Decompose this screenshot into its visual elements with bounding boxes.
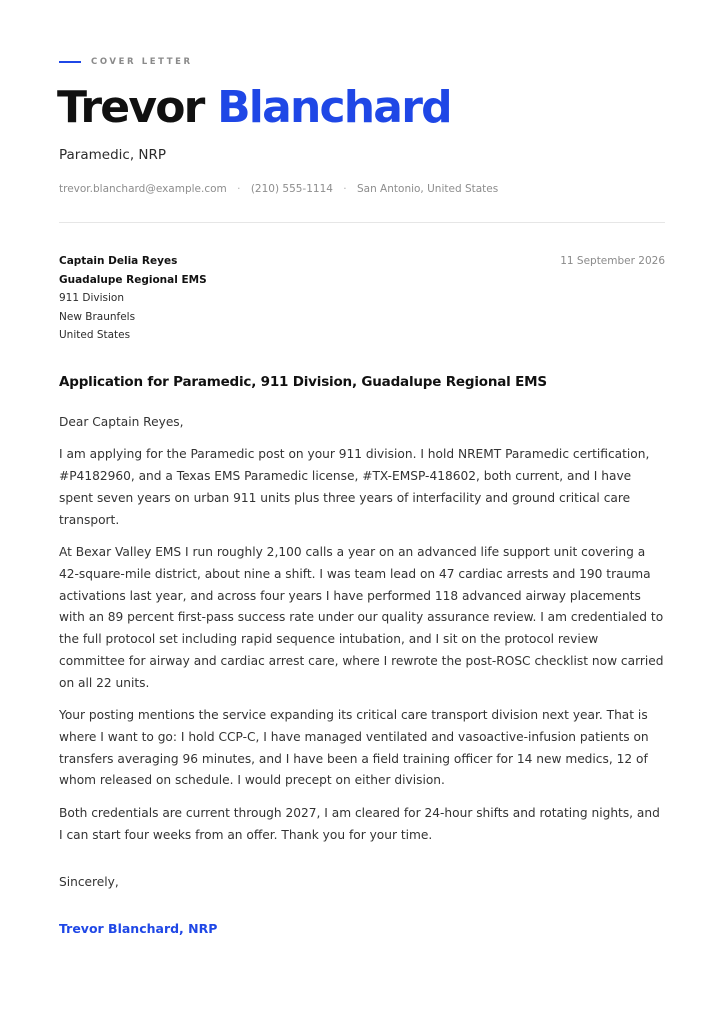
letter-date: 11 September 2026	[560, 255, 665, 267]
recipient-address-line: 911 Division	[59, 292, 124, 304]
closing: Sincerely,	[59, 875, 119, 889]
applicant-role: Paramedic, NRP	[59, 147, 167, 163]
contact-line	[59, 183, 498, 195]
contact-separator: ·	[343, 183, 347, 195]
recipient-organization: Guadalupe Regional EMS	[59, 273, 207, 286]
contact-location: San Antonio, United States	[356, 183, 499, 195]
body-paragraph: Both credentials are current through 2027, I am cleared for 24-hour shifts and rotating nights, and I can start four weeks from an offer. Thank you for your time.	[59, 805, 660, 842]
eyebrow	[59, 57, 193, 67]
signature: Trevor Blanchard, NRP	[59, 921, 218, 936]
eyebrow-label: COVER LETTER	[91, 57, 193, 67]
letter-body	[59, 412, 665, 857]
body-paragraph: At Bexar Valley EMS I run roughly 2,100 calls a year on an advanced life support unit covering a 42-square-mile district, about nine a shift. I was team lead on 47 cardiac arrests and 190 trauma activations last year, and across four years I have performed 118 advanced airway placements with an 89 percent first-pass success rate under our quality assurance review. I am credentialed to the full protocol set including rapid sequence intubation, and I sit on the protocol review committee for airway and cardiac arrest care, where I rewrote the post-ROSC checklist now carried on all 22 units.	[59, 544, 664, 690]
recipient-name: Captain Delia Reyes	[59, 255, 178, 267]
eyebrow-accent-rule	[59, 61, 81, 63]
recipient-address-line: New Braunfels	[59, 310, 136, 323]
body-paragraph: Your posting mentions the service expanding its critical care transport division next year. That is where I want to go: I hold CCP-C, I have managed ventilated and vasoactive-infusion patients on transfers averaging 96 minutes, and I have been a field training officer for 14 new medics, 12 of whom released on schedule. I would precept on either division.	[59, 708, 649, 788]
recipient-address-line: United States	[59, 329, 131, 341]
applicant-first-name: Trevor	[57, 82, 204, 133]
letter-subject: Application for Paramedic, 911 Division, Guadalupe Regional EMS	[59, 374, 547, 390]
applicant-last-name: Blanchard	[217, 82, 451, 133]
body-paragraph: I am applying for the Paramedic post on your 911 division. I hold NREMT Paramedic certification, #P4182960, and a Texas EMS Paramedic license, #TX-EMSP-418602, both current, and I have spent seven years on urban 911 units plus three years of interfacility and ground critical care transport.	[59, 447, 650, 527]
contact-phone: (210) 555-1114	[250, 183, 333, 195]
applicant-name	[57, 82, 451, 134]
salutation: Dear Captain Reyes,	[59, 415, 184, 429]
contact-email: trevor.blanchard@example.com	[59, 183, 227, 195]
header-divider	[59, 222, 665, 223]
recipient-block	[59, 252, 207, 345]
contact-separator: ·	[237, 183, 241, 195]
